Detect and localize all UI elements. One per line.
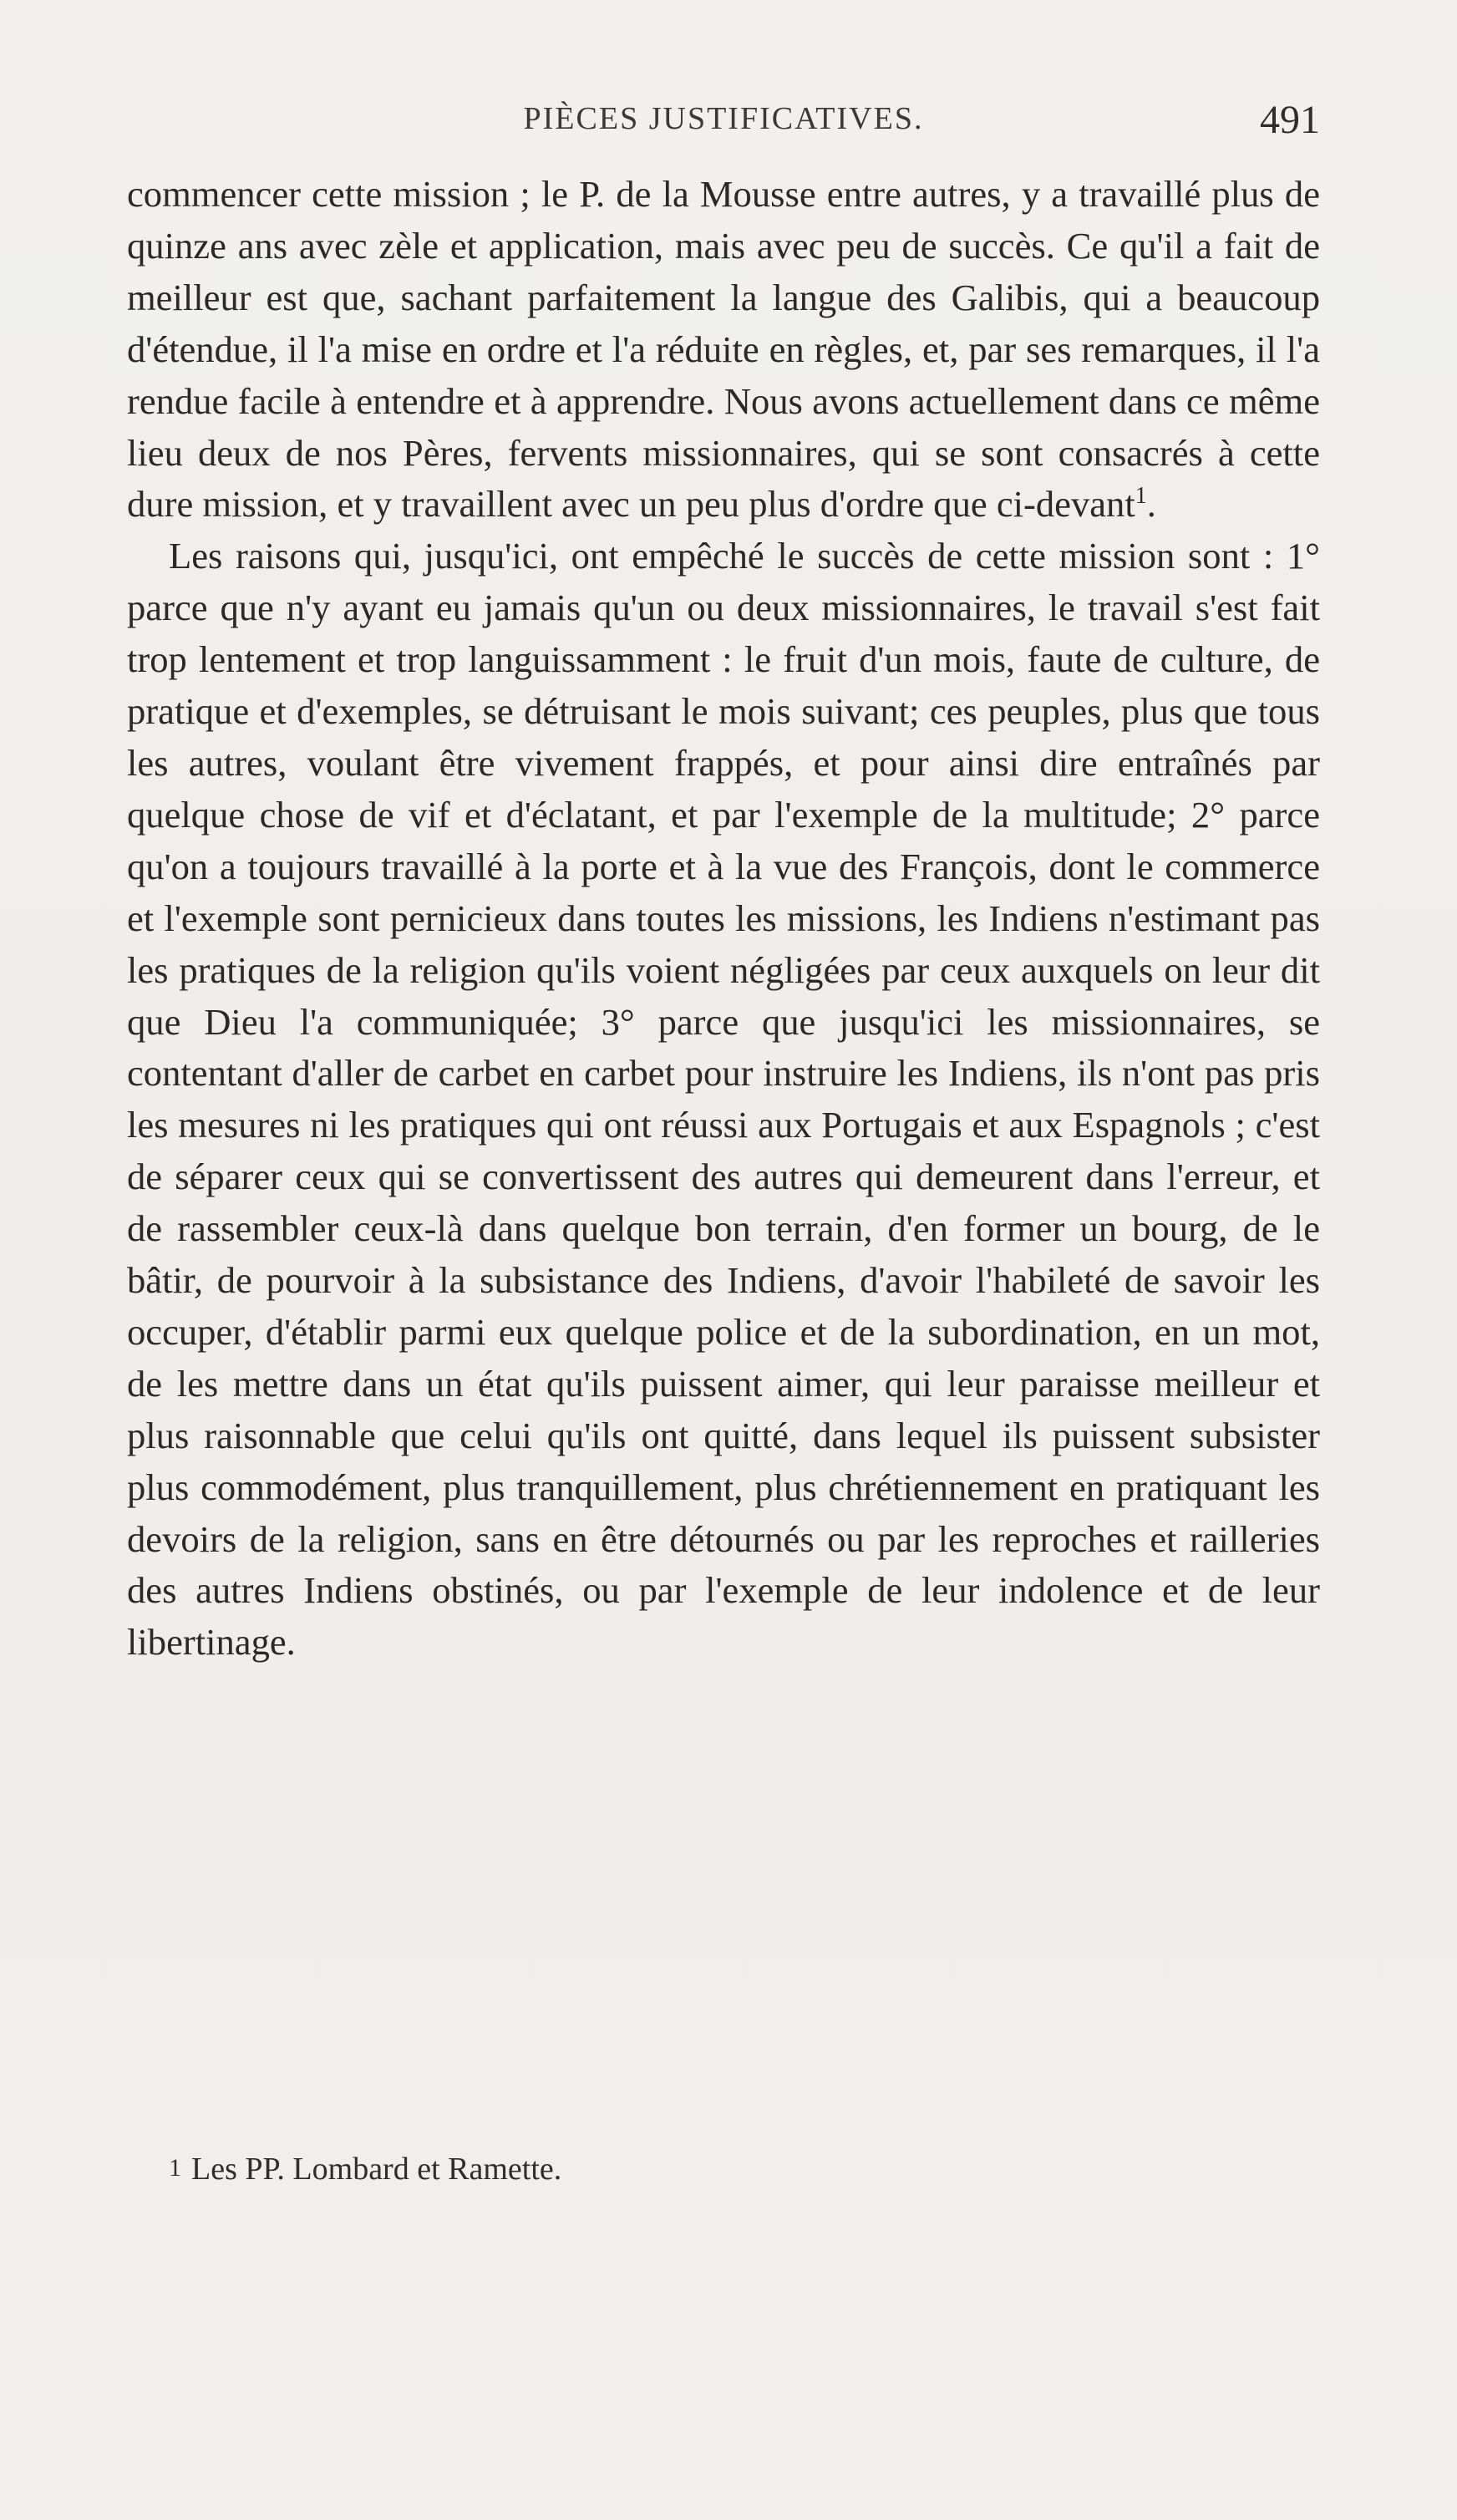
main-text [127,169,1320,1669]
footnote-mark: 1 [169,2154,181,2182]
running-head [127,94,1320,147]
paragraph-1-text: commencer cette mission ; le P. de la Mousse entre autres, y a travaillé plus de quinze ans avec zèle et application, mais avec peu de succès. Ce qu'il a fait de meilleur est que, sachant parfaitement la langue des Galibis, qui a beaucoup d'étendue, il l'a mise en ordre et l'a réduite en règles, et, par ses remarques, il l'a rendue facile à entendre et à apprendre. Nous avons actuellement dans ce même lieu deux de nos Pères, fervents missionnaires, qui se sont consacrés à cette dure mission, et y travaillent avec un peu plus d'ordre que ci-devant [127,173,1320,526]
footnote-text: Les PP. Lombard et Ramette. [191,2152,562,2187]
running-title: PIÈCES JUSTIFICATIVES. [523,101,924,136]
footnotes [127,2147,1320,2190]
paragraph-2: Les raisons qui, jusqu'ici, ont empêché le succès de cette mission sont : 1° parce que n'y ayant eu jamais qu'un ou deux missionnaires, le travail s'est fait trop lentement et trop languissamment : le fruit d'un mois, faute de culture, de pratique et d'exemples, se détruisant le mois suivant; ces peuples, plus que tous les autres, voulant être vivement frappés, et pour ainsi dire entraînés par quelque chose de vif et d'éclatant, et par l'exemple de la multitude; 2° parce qu'on a toujours travaillé à la porte et à la vue des François, dont le commerce et l'exemple sont pernicieux dans toutes les missions, les Indiens n'estimant pas les pratiques de la religion qu'ils voient négligées par ceux auxquels on leur dit que Dieu l'a communiquée; 3° parce que jusqu'ici les missionnaires, se contentant d'aller de carbet en carbet pour instruire les Indiens, ils n'ont pas pris les mesures ni les pratiques qui ont réussi aux Portugais et aux Espagnols ; c'est de séparer ceux qui se convertissent des autres qui demeurent dans l'erreur, et de rassembler ceux-là dans quelque bon terrain, d'en former un bourg, de le bâtir, de pourvoir à la subsistance des Indiens, d'avoir l'habileté de savoir les occuper, d'établir parmi eux quelque police et de la subordination, en un mot, de les mettre dans un état qu'ils puissent aimer, qui leur paraisse meilleur et plus raisonnable que celui qu'ils ont quitté, dans lequel ils puissent subsister plus commodément, plus tranquillement, plus chrétiennement en pratiquant les devoirs de la religion, sans en être détournés ou par les reproches et railleries des autres Indiens obstinés, ou par l'exemple de leur indolence et de leur libertinage. [127,535,1320,1664]
footnote-reference[interactable]: 1 [1135,483,1147,510]
page-number: 491 [1260,98,1320,142]
paragraph-1: commencer cette mission ; le P. de la Mousse entre autres, y a travaillé plus de quinze ans avec zèle et application, mais avec peu de succès. Ce qu'il a fait de meilleur est que, sachant parfaitement la langue des Galibis, qui a beaucoup d'étendue, il l'a mise en ordre et l'a réduite en règles, et, par ses remarques, il l'a rendue facile à entendre et à apprendre. Nous avons actuellement dans ce même lieu deux de nos Pères, fervents missionnaires, qui se sont consacrés à cette dure mission, et y travaillent avec un peu plus d'ordre que ci-devant$^1$. [127,173,1320,526]
